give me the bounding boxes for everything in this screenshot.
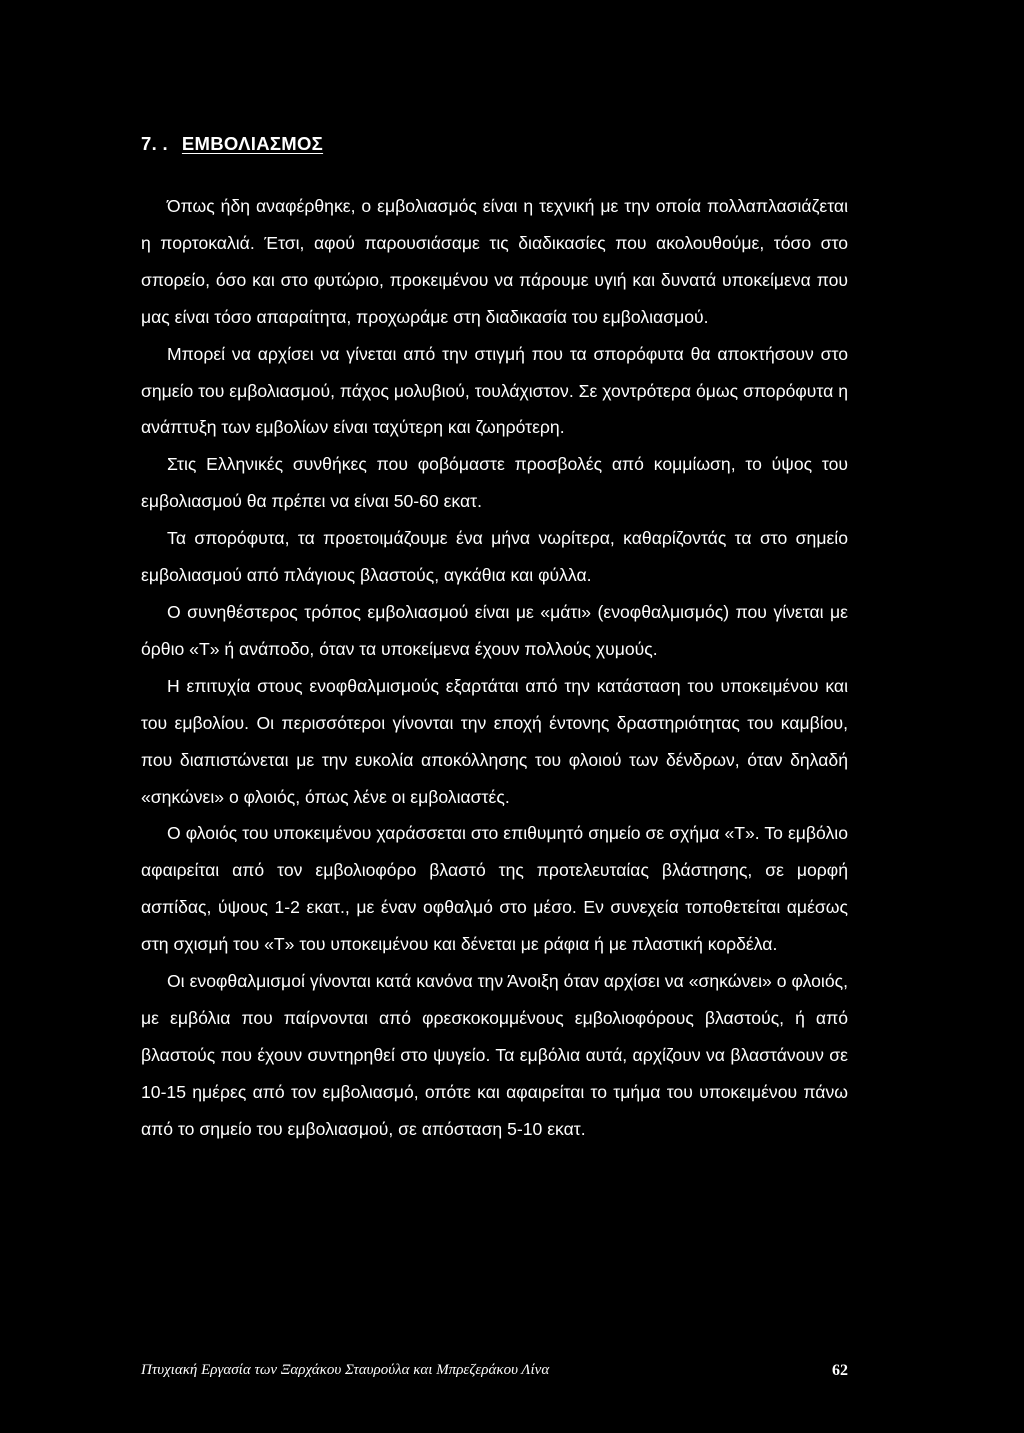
paragraph: Ο συνηθέστερος τρόπος εμβολιασμού είναι με «μάτι» (ενοφθαλμισμός) που γίνεται με όρθιο «Τ» ή ανάποδο, όταν τα υποκείμενα έχουν πολλούς χυμούς.: [141, 601, 848, 659]
paragraph: Οι ενοφθαλμισμοί γίνονται κατά κανόνα την Άνοιξη όταν αρχίσει να «σηκώνει» ο φλοιός, με εμβόλια που παίρνονται από φρεσκοκομμένους εμβολιοφόρους βλαστούς, ή από βλαστούς που έχουν συντηρηθεί στο ψυγείο. Τα εμβόλια αυτά, αρχίζουν να βλαστάνουν σε 10-15 ημέρες από τον εμβολιασμό, οπότε και αφαιρείται το τμήμα του υποκειμένου πάνω από το σημείο του εμβολιασμού, σε απόσταση 5-10 εκατ.: [141, 971, 848, 1139]
section-heading: [141, 133, 323, 155]
paragraph: Ο φλοιός του υποκειμένου χαράσσεται στο επιθυμητό σημείο σε σχήμα «Τ». Το εμβόλιο αφαιρείται από τον εμβολιοφόρο βλαστό της προτελευταίας βλάστησης, σε μορφή ασπίδας, ύψους 1-2 εκατ., με έναν οφθαλμό στο μέσο. Εν συνεχεία τοποθετείται αμέσως στη σχισμή του «Τ» του υποκειμένου και δένεται με ράφια ή με πλαστική κορδέλα.: [141, 823, 848, 955]
section-number: 7. .: [141, 133, 168, 154]
paragraph: Μπορεί να αρχίσει να γίνεται από την στιγμή που τα σπορόφυτα θα αποκτήσουν στο σημείο του εμβολιασμού, πάχος μολυβιού, τουλάχιστον. Σε χοντρότερα όμως σπορόφυτα η ανάπτυξη των εμβολίων είναι ταχύτερη και ζωηρότερη.: [141, 343, 848, 438]
page-number: 62: [832, 1362, 848, 1379]
section-title: ΕΜΒΟΛΙΑΣΜΟΣ: [181, 133, 324, 154]
paragraph: Τα σπορόφυτα, τα προετοιμάζουμε ένα μήνα νωρίτερα, καθαρίζοντάς τα στο σημείο εμβολιασμού από πλάγιους βλαστούς, αγκάθια και φύλλα.: [141, 528, 848, 586]
paragraph: Στις Ελληνικές συνθήκες που φοβόμαστε προσβολές από κομμίωση, το ύψος του εμβολιασμού θα πρέπει να είναι 50-60 εκατ.: [141, 454, 848, 512]
paragraph: Όπως ήδη αναφέρθηκε, ο εμβολιασμός είναι η τεχνική με την οποία πολλαπλασιάζεται η πορτοκαλιά. Έτσι, αφού παρουσιάσαμε τις διαδικασίες που ακολουθούμε, τόσο στο σπορείο, όσο και στο φυτώριο, προκειμένου να πάρουμε υγιή και δυνατά υποκείμενα που μας είναι τόσο απαραίτητα, προχωράμε στη διαδικασία του εμβολιασμού.: [141, 196, 848, 327]
page-footer: [141, 1358, 848, 1388]
body-text: [141, 188, 848, 1148]
footer-text: Πτυχιακή Εργασία των Ξαρχάκου Σταυρούλα και Μπρεζεράκου Λίνα: [141, 1362, 550, 1378]
paragraph: Η επιτυχία στους ενοφθαλμισμούς εξαρτάται από την κατάσταση του υποκειμένου και του εμβολίου. Οι περισσότεροι γίνονται την εποχή έντονης δραστηριότητας του καμβίου, που διαπιστώνεται με την ευκολία αποκόλλησης του φλοιού των δένδρων, όταν δηλαδή «σηκώνει» ο φλοιός, όπως λένε οι εμβολιαστές.: [141, 675, 848, 807]
